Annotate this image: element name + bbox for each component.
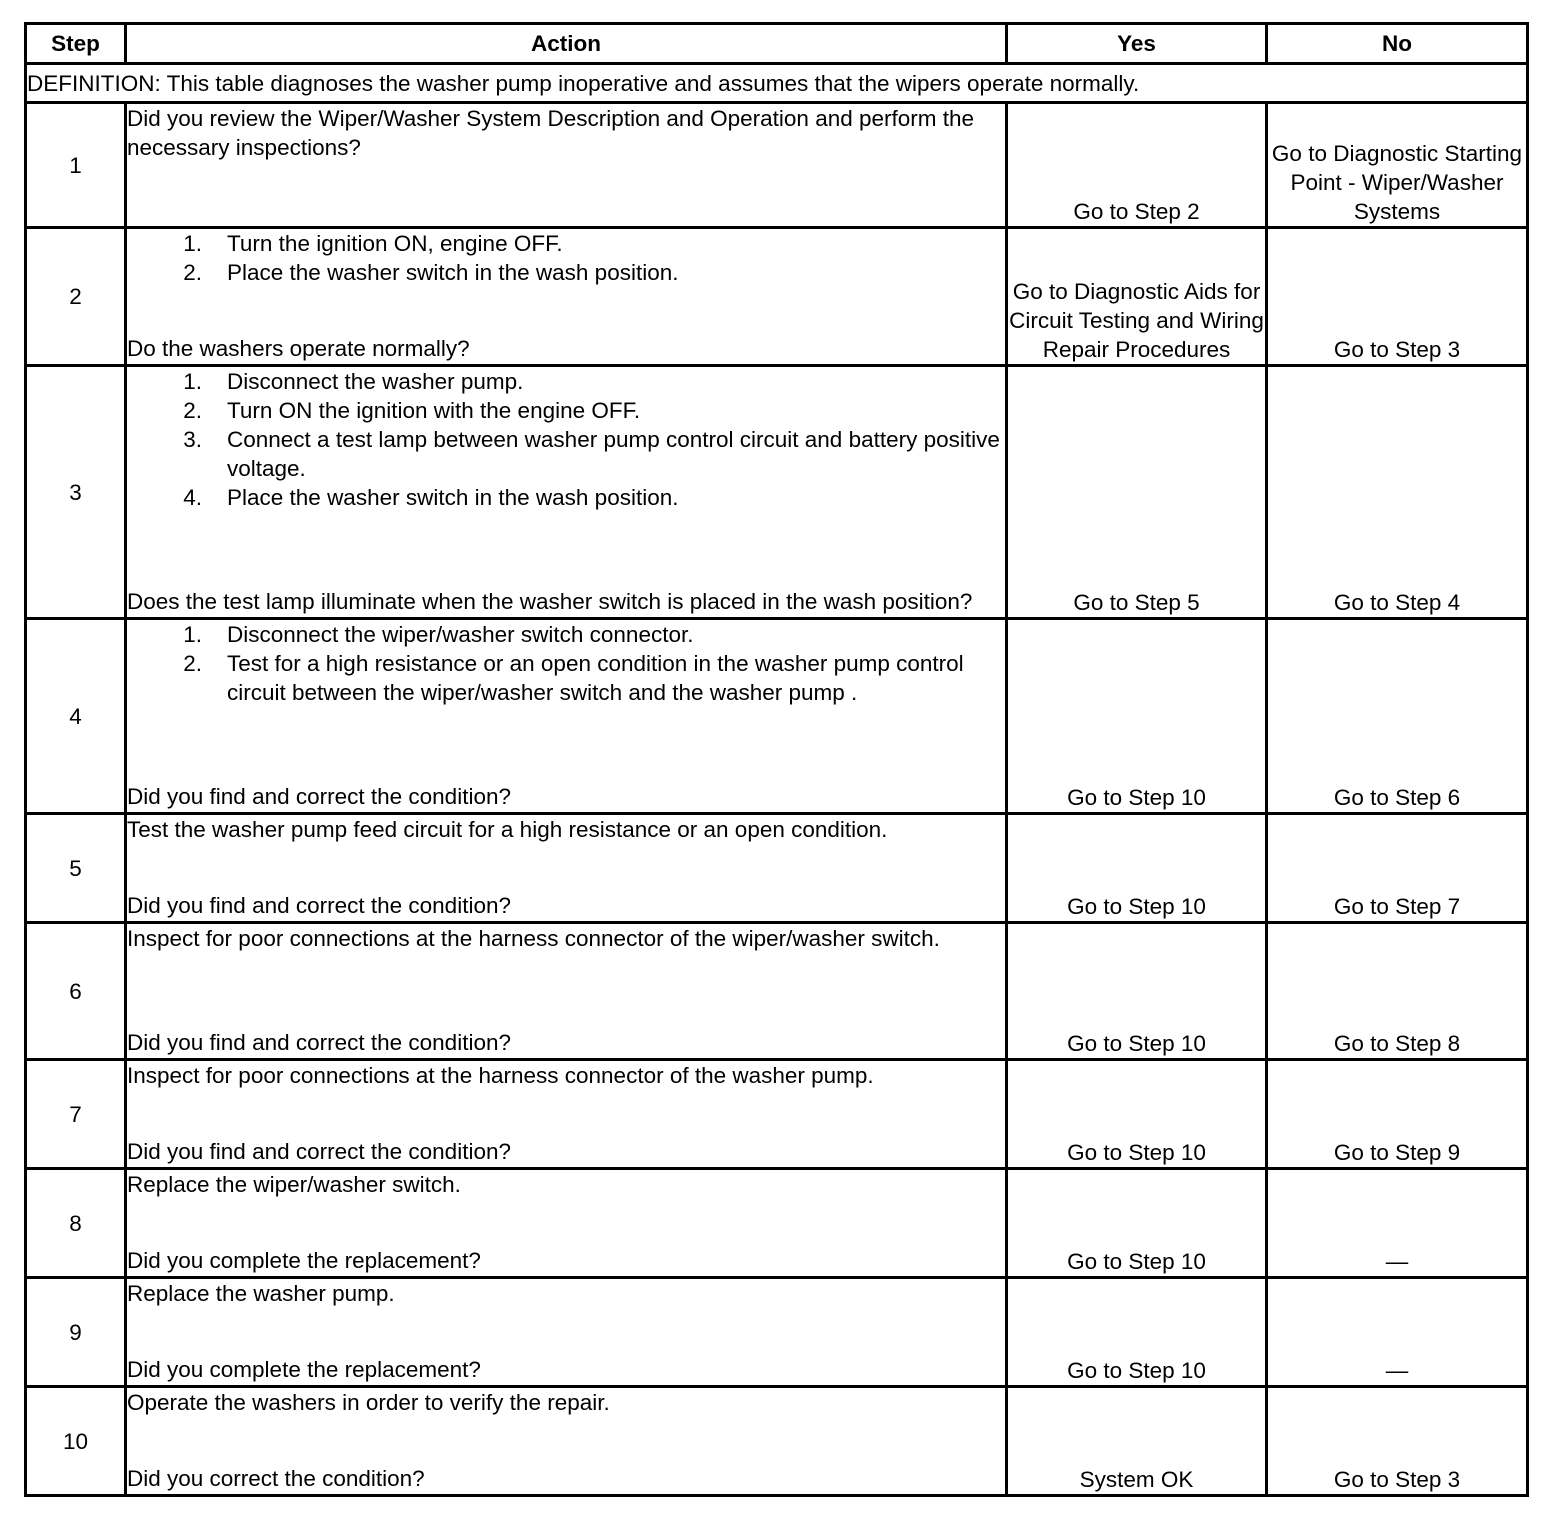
instruction-item [127, 367, 1005, 396]
step-number: 7 [26, 1060, 126, 1169]
step-number: 3 [26, 366, 126, 619]
action-cell [126, 1060, 1007, 1169]
instruction-list [127, 367, 1005, 512]
step-number: 2 [26, 228, 126, 366]
action-question: Did you complete the replacement? [127, 1248, 481, 1273]
action-instruction: Did you review the Wiper/Washer System Description and Operation and perform the necessary inspections? [127, 106, 975, 160]
action-instruction: Operate the washers in order to verify the repair. [127, 1390, 610, 1415]
action-instruction: Replace the washer pump. [127, 1281, 395, 1306]
no-outcome: Go to Step 6 [1267, 619, 1528, 814]
action-cell [126, 619, 1007, 814]
action-question: Did you find and correct the condition? [127, 1030, 511, 1055]
action-cell [126, 1169, 1007, 1278]
table-row [26, 228, 1528, 366]
instruction-item [127, 229, 1005, 258]
action-cell [126, 366, 1007, 619]
table-row [26, 923, 1528, 1060]
action-instruction: Replace the wiper/washer switch. [127, 1172, 461, 1197]
instruction-text: Test for a high resistance or an open condition in the washer pump control circuit between the wiper/washer switch and the washer pump . [227, 651, 964, 705]
definition-row [26, 64, 1528, 103]
action-cell [126, 228, 1007, 366]
action-cell [126, 1387, 1007, 1496]
no-outcome: — [1267, 1278, 1528, 1387]
yes-outcome: Go to Step 10 [1007, 923, 1267, 1060]
yes-outcome: Go to Diagnostic Aids for Circuit Testing and Wiring Repair Procedures [1007, 228, 1267, 366]
header-yes: Yes [1007, 24, 1267, 64]
step-number: 4 [26, 619, 126, 814]
instruction-number: 1. [183, 231, 202, 256]
table-row [26, 103, 1528, 228]
table-row [26, 1278, 1528, 1387]
no-outcome: Go to Diagnostic Starting Point - Wiper/Washer Systems [1267, 103, 1528, 228]
instruction-item [127, 620, 1005, 649]
action-question: Did you find and correct the condition? [127, 784, 511, 809]
definition-text: DEFINITION: This table diagnoses the washer pump inoperative and assumes that the wipers operate normally. [26, 64, 1528, 103]
yes-outcome: Go to Step 10 [1007, 814, 1267, 923]
action-question: Did you complete the replacement? [127, 1357, 481, 1382]
step-number: 10 [26, 1387, 126, 1496]
instruction-number: 2. [183, 398, 202, 423]
table-row [26, 814, 1528, 923]
action-question: Did you correct the condition? [127, 1466, 425, 1491]
instruction-number: 3. [183, 427, 202, 452]
step-number: 5 [26, 814, 126, 923]
no-outcome: Go to Step 7 [1267, 814, 1528, 923]
step-number: 1 [26, 103, 126, 228]
instruction-item [127, 649, 1005, 707]
action-question: Do the washers operate normally? [127, 336, 470, 361]
table-header-row [26, 24, 1528, 64]
action-question: Does the test lamp illuminate when the washer switch is placed in the wash position? [127, 589, 973, 614]
table-row [26, 619, 1528, 814]
step-number: 8 [26, 1169, 126, 1278]
instruction-list [127, 229, 1005, 287]
action-cell [126, 923, 1007, 1060]
action-cell [126, 1278, 1007, 1387]
header-no: No [1267, 24, 1528, 64]
yes-outcome: Go to Step 5 [1007, 366, 1267, 619]
yes-outcome: Go to Step 10 [1007, 1060, 1267, 1169]
action-cell [126, 814, 1007, 923]
action-instruction: Test the washer pump feed circuit for a high resistance or an open condition. [127, 817, 888, 842]
step-number: 6 [26, 923, 126, 1060]
table-row [26, 1387, 1528, 1496]
instruction-number: 2. [183, 260, 202, 285]
instruction-item [127, 258, 1005, 287]
no-outcome: Go to Step 9 [1267, 1060, 1528, 1169]
instruction-number: 1. [183, 622, 202, 647]
yes-outcome: Go to Step 10 [1007, 1278, 1267, 1387]
header-action: Action [126, 24, 1007, 64]
table-row [26, 366, 1528, 619]
instruction-text: Connect a test lamp between washer pump control circuit and battery positive voltage. [227, 427, 1000, 481]
header-step: Step [26, 24, 126, 64]
yes-outcome: Go to Step 10 [1007, 1169, 1267, 1278]
instruction-text: Disconnect the washer pump. [227, 369, 524, 394]
action-question: Did you find and correct the condition? [127, 893, 511, 918]
step-number: 9 [26, 1278, 126, 1387]
instruction-text: Turn ON the ignition with the engine OFF. [227, 398, 641, 423]
action-instruction: Inspect for poor connections at the harness connector of the wiper/washer switch. [127, 926, 940, 951]
action-cell [126, 103, 1007, 228]
no-outcome: — [1267, 1169, 1528, 1278]
no-outcome: Go to Step 3 [1267, 1387, 1528, 1496]
instruction-text: Place the washer switch in the wash position. [227, 485, 679, 510]
instruction-item [127, 396, 1005, 425]
action-question: Did you find and correct the condition? [127, 1139, 511, 1164]
instruction-item [127, 425, 1005, 483]
instruction-text: Disconnect the wiper/washer switch connector. [227, 622, 694, 647]
instruction-text: Place the washer switch in the wash position. [227, 260, 679, 285]
instruction-item [127, 483, 1005, 512]
instruction-number: 1. [183, 369, 202, 394]
yes-outcome: System OK [1007, 1387, 1267, 1496]
no-outcome: Go to Step 8 [1267, 923, 1528, 1060]
instruction-number: 4. [183, 485, 202, 510]
yes-outcome: Go to Step 2 [1007, 103, 1267, 228]
instruction-text: Turn the ignition ON, engine OFF. [227, 231, 563, 256]
no-outcome: Go to Step 4 [1267, 366, 1528, 619]
table-row [26, 1060, 1528, 1169]
no-outcome: Go to Step 3 [1267, 228, 1528, 366]
instruction-number: 2. [183, 651, 202, 676]
instruction-list [127, 620, 1005, 707]
diagnostic-table [24, 22, 1529, 1497]
action-instruction: Inspect for poor connections at the harness connector of the washer pump. [127, 1063, 874, 1088]
yes-outcome: Go to Step 10 [1007, 619, 1267, 814]
table-row [26, 1169, 1528, 1278]
